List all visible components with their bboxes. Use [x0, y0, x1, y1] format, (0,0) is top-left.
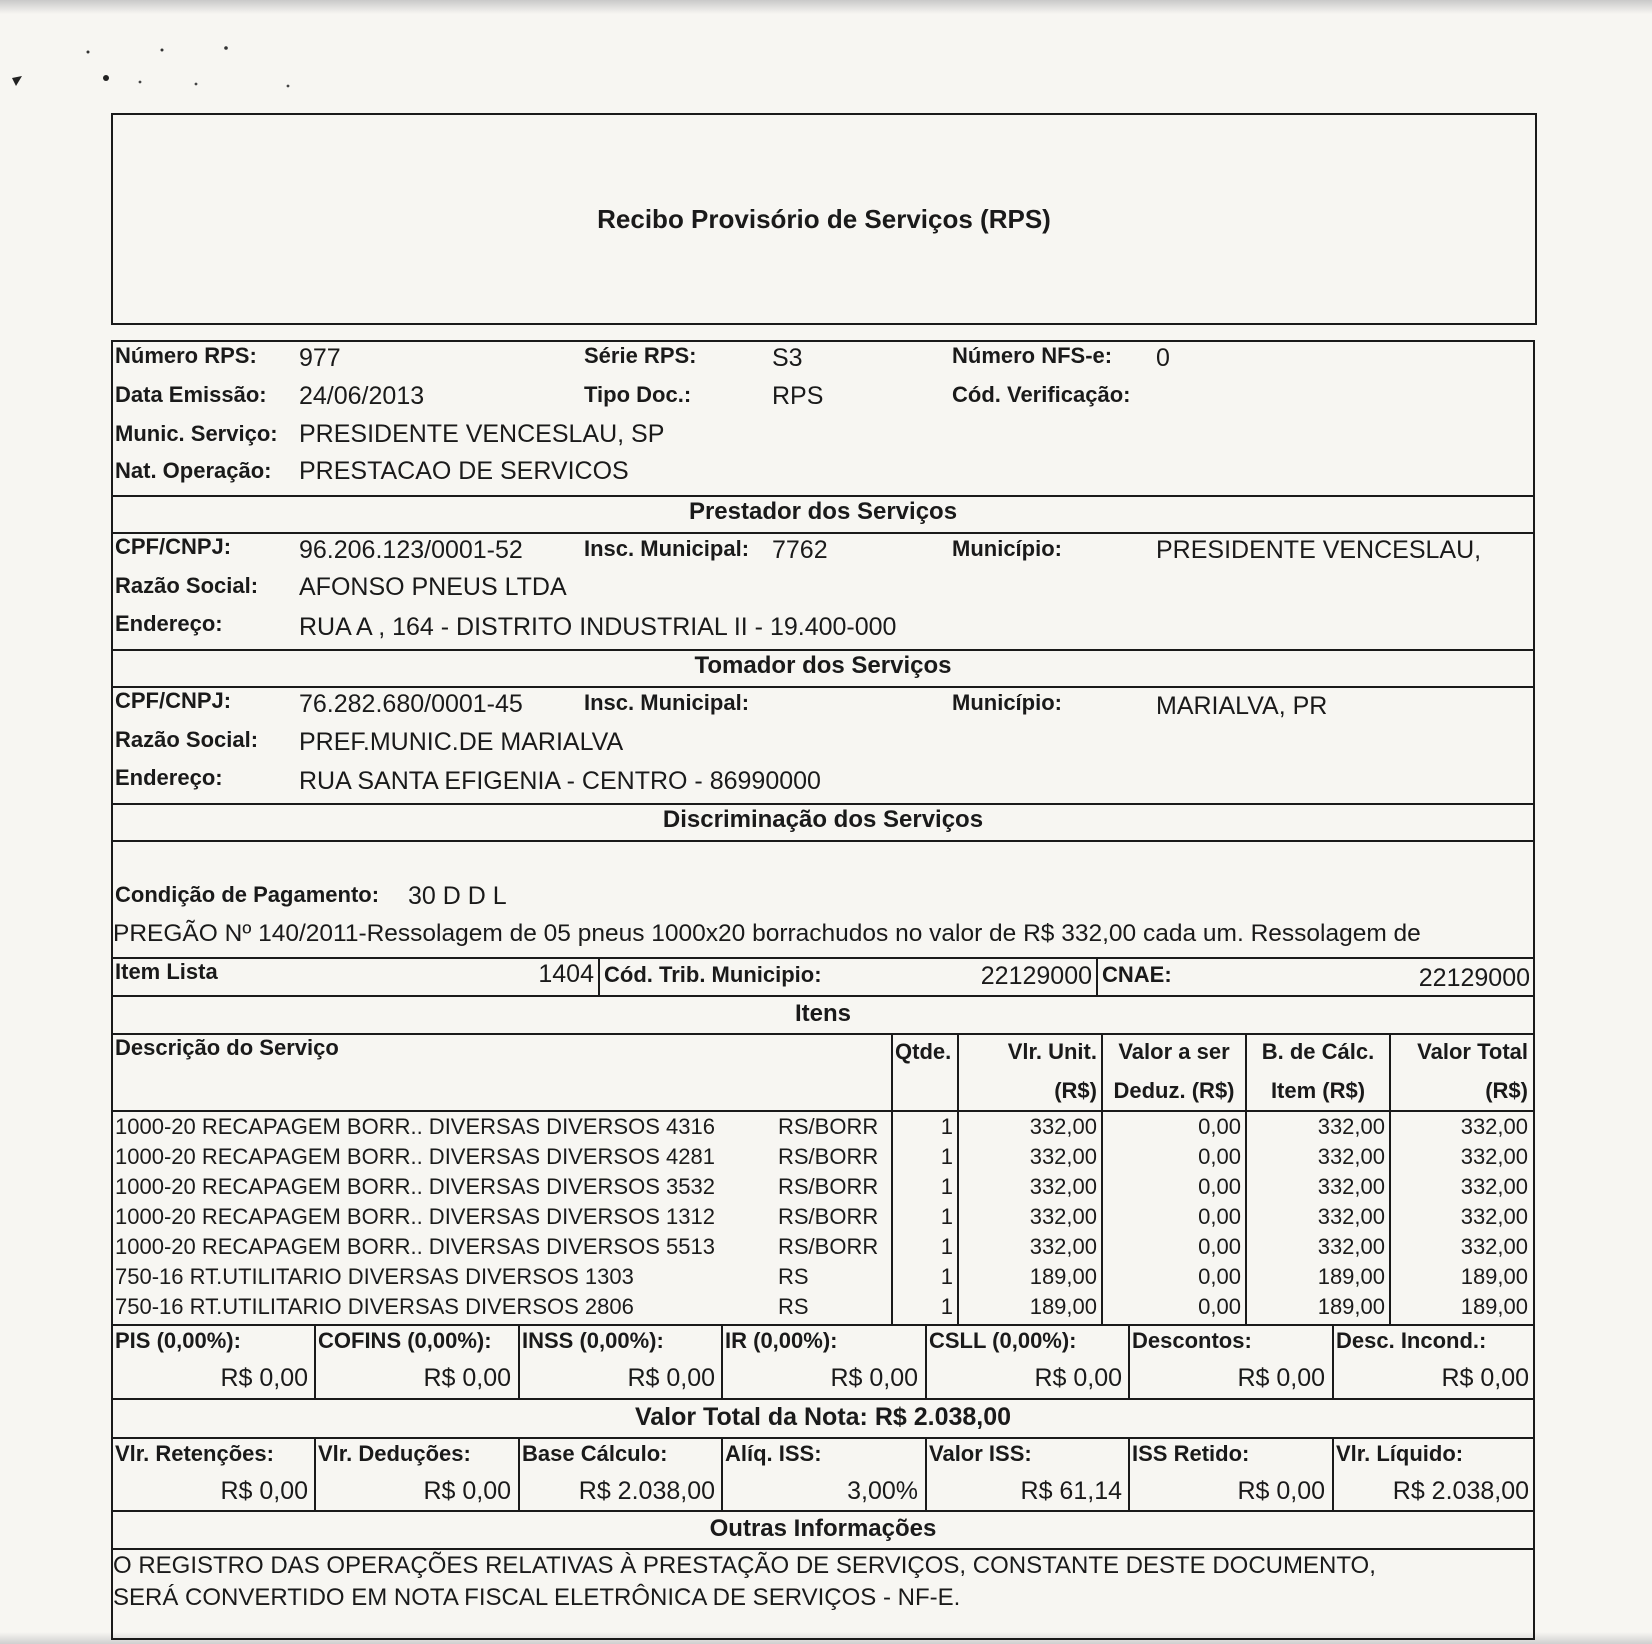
divider [111, 1110, 1535, 1112]
item-total: 332,00 [1460, 1114, 1528, 1139]
prestador-cpf-label: CPF/CNPJ: [115, 534, 232, 559]
divider [111, 840, 1535, 842]
prestador-municipio-value: PRESIDENTE VENCESLAU, [1156, 536, 1482, 564]
item-bcalc: 332,00 [1317, 1204, 1385, 1229]
col-divider [1332, 1324, 1334, 1398]
prestador-razao-label: Razão Social: [115, 573, 259, 598]
item-bcalc: 189,00 [1317, 1264, 1385, 1289]
item-bcalc: 189,00 [1317, 1294, 1385, 1319]
col-divider [1128, 1437, 1130, 1511]
item-total: 189,00 [1460, 1294, 1528, 1319]
item-description: 750-16 RT.UTILITARIO DIVERSAS DIVERSOS 1303 [115, 1264, 634, 1289]
numero-nfse-label: Número NFS-e: [952, 343, 1113, 368]
total-value: 3,00% [847, 1477, 918, 1505]
item-unit: RS/BORR [778, 1174, 879, 1199]
divider [111, 1324, 1535, 1326]
item-deduz: 0,00 [1198, 1294, 1241, 1319]
divider [111, 1510, 1535, 1512]
item-description: 1000-20 RECAPAGEM BORR.. DIVERSAS DIVERSOS 4281 [115, 1144, 715, 1169]
valor-total-nota: Valor Total da Nota: R$ 2.038,00 [634, 1403, 1012, 1431]
item-lista-value: 1404 [538, 960, 594, 988]
divider [1096, 957, 1098, 995]
item-vlr-unit: 332,00 [1029, 1144, 1097, 1169]
divider [111, 1437, 1535, 1439]
prestador-endereco-label: Endereço: [115, 611, 223, 636]
tax-value: R$ 0,00 [423, 1364, 511, 1392]
col-divider [721, 1437, 723, 1511]
col-divider [1101, 1033, 1103, 1324]
tax-label: IR (0,00%): [725, 1328, 838, 1353]
tax-value: R$ 0,00 [627, 1364, 715, 1392]
cond-pagamento-label: Condição de Pagamento: [115, 882, 380, 907]
item-bcalc: 332,00 [1317, 1114, 1385, 1139]
item-vlr-unit: 332,00 [1029, 1114, 1097, 1139]
tax-label: INSS (0,00%): [522, 1328, 664, 1353]
nat-operacao-value: PRESTACAO DE SERVICOS [299, 457, 629, 485]
tax-value: R$ 0,00 [220, 1364, 308, 1392]
tax-value: R$ 0,00 [1237, 1364, 1325, 1392]
tomador-heading: Tomador dos Serviços [694, 652, 952, 679]
total-value: R$ 2.038,00 [1392, 1477, 1529, 1505]
divider [111, 649, 1535, 651]
numero-rps-label: Número RPS: [115, 343, 257, 368]
total-value: R$ 0,00 [423, 1477, 511, 1505]
outras-heading: Outras Informações [709, 1515, 937, 1542]
tax-value: R$ 0,00 [1441, 1364, 1529, 1392]
item-total: 332,00 [1460, 1234, 1528, 1259]
total-label: Valor ISS: [929, 1441, 1032, 1466]
tipo-doc-label: Tipo Doc.: [584, 382, 692, 407]
item-bcalc: 332,00 [1317, 1174, 1385, 1199]
cod-trib-label: Cód. Trib. Municipio: [604, 962, 822, 987]
item-vlr-unit: 332,00 [1029, 1204, 1097, 1229]
item-description: 1000-20 RECAPAGEM BORR.. DIVERSAS DIVERSOS 5513 [115, 1234, 715, 1259]
item-qtde: 1 [940, 1294, 953, 1319]
item-qtde: 1 [940, 1144, 953, 1169]
col-header-deduz-unit: Deduz. (R$) [1113, 1078, 1235, 1103]
total-value: R$ 2.038,00 [578, 1477, 715, 1505]
col-header-qtde: Qtde. [895, 1039, 952, 1064]
col-header-vlr-unit-unit: (R$) [1054, 1078, 1097, 1103]
col-header-descricao: Descrição do Serviço [115, 1035, 339, 1060]
outras-line-2: SERÁ CONVERTIDO EM NOTA FISCAL ELETRÔNICA DE SERVIÇOS - NF-E. [113, 1584, 961, 1611]
tax-label: CSLL (0,00%): [929, 1328, 1077, 1353]
item-unit: RS/BORR [778, 1234, 879, 1259]
total-value: R$ 0,00 [1237, 1477, 1325, 1505]
item-vlr-unit: 332,00 [1029, 1234, 1097, 1259]
item-total: 189,00 [1460, 1264, 1528, 1289]
divider [111, 686, 1535, 688]
numero-nfse-value: 0 [1156, 344, 1170, 372]
col-divider [1332, 1437, 1334, 1511]
discriminacao-heading: Discriminação dos Serviços [662, 806, 984, 833]
tax-value: R$ 0,00 [830, 1364, 918, 1392]
tomador-razao-label: Razão Social: [115, 727, 259, 752]
item-description: 1000-20 RECAPAGEM BORR.. DIVERSAS DIVERSOS 4316 [115, 1114, 715, 1139]
item-vlr-unit: 189,00 [1029, 1264, 1097, 1289]
divider [111, 803, 1535, 805]
col-header-total-unit: (R$) [1485, 1078, 1528, 1103]
col-divider [925, 1437, 927, 1511]
tomador-endereco-value: RUA SANTA EFIGENIA - CENTRO - 86990000 [299, 767, 821, 795]
tomador-insc-label: Insc. Municipal: [584, 690, 750, 715]
divider [111, 995, 1535, 997]
col-header-bcalc: B. de Cálc. [1261, 1039, 1375, 1064]
serie-rps-label: Série RPS: [584, 343, 697, 368]
nat-operacao-label: Nat. Operação: [115, 458, 272, 483]
item-qtde: 1 [940, 1264, 953, 1289]
prestador-endereco-value: RUA A , 164 - DISTRITO INDUSTRIAL II - 19.400-000 [299, 613, 897, 641]
prestador-cpf-value: 96.206.123/0001-52 [299, 536, 523, 564]
serie-rps-value: S3 [772, 344, 803, 372]
divider [111, 495, 1535, 497]
item-unit: RS/BORR [778, 1144, 879, 1169]
total-label: Base Cálculo: [522, 1441, 668, 1466]
item-total: 332,00 [1460, 1174, 1528, 1199]
tomador-endereco-label: Endereço: [115, 765, 223, 790]
col-divider [1245, 1033, 1247, 1324]
col-header-bcalc-unit: Item (R$) [1270, 1078, 1366, 1103]
col-divider [721, 1324, 723, 1398]
tax-label: Descontos: [1132, 1328, 1252, 1353]
col-divider [891, 1033, 893, 1324]
data-emissao-value: 24/06/2013 [299, 382, 425, 410]
item-deduz: 0,00 [1198, 1264, 1241, 1289]
item-unit: RS/BORR [778, 1114, 879, 1139]
item-total: 332,00 [1460, 1204, 1528, 1229]
divider [111, 1548, 1535, 1550]
outras-line-1: O REGISTRO DAS OPERAÇÕES RELATIVAS À PRESTAÇÃO DE SERVIÇOS, CONSTANTE DESTE DOCUMENTO, [113, 1552, 1376, 1579]
item-description: 750-16 RT.UTILITARIO DIVERSAS DIVERSOS 2806 [115, 1294, 634, 1319]
prestador-heading: Prestador dos Serviços [688, 498, 958, 525]
col-divider [925, 1324, 927, 1398]
tax-label: Desc. Incond.: [1336, 1328, 1487, 1353]
divider [111, 957, 1535, 959]
tomador-razao-value: PREF.MUNIC.DE MARIALVA [299, 728, 624, 756]
item-deduz: 0,00 [1198, 1114, 1241, 1139]
item-description: 1000-20 RECAPAGEM BORR.. DIVERSAS DIVERSOS 1312 [115, 1204, 715, 1229]
itens-heading: Itens [794, 1000, 851, 1027]
prestador-razao-value: AFONSO PNEUS LTDA [299, 573, 567, 601]
col-header-deduz: Valor a ser [1118, 1039, 1230, 1064]
total-label: Vlr. Retenções: [115, 1441, 274, 1466]
cnae-value: 22129000 [1418, 964, 1530, 992]
item-unit: RS/BORR [778, 1204, 879, 1229]
total-label: Vlr. Líquido: [1336, 1441, 1464, 1466]
item-total: 332,00 [1460, 1144, 1528, 1169]
tax-label: PIS (0,00%): [115, 1328, 241, 1353]
col-divider [518, 1324, 520, 1398]
divider [111, 1398, 1535, 1400]
item-bcalc: 332,00 [1317, 1144, 1385, 1169]
scan-edge-top [0, 0, 1652, 14]
item-deduz: 0,00 [1198, 1174, 1241, 1199]
item-qtde: 1 [940, 1234, 953, 1259]
item-qtde: 1 [940, 1174, 953, 1199]
total-value: R$ 61,14 [1020, 1477, 1122, 1505]
col-divider [957, 1033, 959, 1324]
col-divider [314, 1437, 316, 1511]
col-divider [314, 1324, 316, 1398]
total-label: Vlr. Deduções: [318, 1441, 471, 1466]
tomador-cpf-value: 76.282.680/0001-45 [299, 690, 523, 718]
divider [111, 532, 1535, 534]
cod-verificacao-label: Cód. Verificação: [952, 382, 1131, 407]
document-title: Recibo Provisório de Serviços (RPS) [597, 204, 1051, 234]
item-deduz: 0,00 [1198, 1234, 1241, 1259]
numero-rps-value: 977 [299, 344, 341, 372]
tax-value: R$ 0,00 [1034, 1364, 1122, 1392]
item-lista-label: Item Lista [115, 959, 218, 984]
divider [598, 957, 600, 995]
tomador-municipio-value: MARIALVA, PR [1156, 692, 1328, 720]
col-divider [1128, 1324, 1130, 1398]
item-deduz: 0,00 [1198, 1204, 1241, 1229]
cod-trib-value: 22129000 [980, 962, 1092, 990]
scan-specks [0, 36, 320, 96]
item-unit: RS [778, 1294, 809, 1319]
prestador-insc-value: 7762 [772, 536, 828, 564]
tipo-doc-value: RPS [772, 382, 824, 410]
item-qtde: 1 [940, 1114, 953, 1139]
item-qtde: 1 [940, 1204, 953, 1229]
prestador-municipio-label: Município: [952, 536, 1062, 561]
item-deduz: 0,00 [1198, 1144, 1241, 1169]
tax-label: COFINS (0,00%): [318, 1328, 492, 1353]
tomador-municipio-label: Município: [952, 690, 1062, 715]
tomador-cpf-label: CPF/CNPJ: [115, 688, 232, 713]
col-header-vlr-unit: Vlr. Unit. [1007, 1039, 1097, 1064]
item-description: 1000-20 RECAPAGEM BORR.. DIVERSAS DIVERSOS 3532 [115, 1174, 715, 1199]
item-vlr-unit: 189,00 [1029, 1294, 1097, 1319]
total-label: ISS Retido: [1132, 1441, 1250, 1466]
col-header-total: Valor Total [1417, 1039, 1528, 1064]
item-vlr-unit: 332,00 [1029, 1174, 1097, 1199]
total-label: Alíq. ISS: [725, 1441, 822, 1466]
prestador-insc-label: Insc. Municipal: [584, 536, 750, 561]
cond-pagamento-value: 30 D D L [408, 882, 507, 910]
munic-servico-label: Munic. Serviço: [115, 421, 278, 446]
item-unit: RS [778, 1264, 809, 1289]
col-divider [1389, 1033, 1391, 1324]
total-value: R$ 0,00 [220, 1477, 308, 1505]
discriminacao-text: PREGÃO Nº 140/2011-Ressolagem de 05 pneus 1000x20 borrachudos no valor de R$ 332,00 cada um. Ressolagem de [113, 920, 1421, 947]
item-bcalc: 332,00 [1317, 1234, 1385, 1259]
col-divider [518, 1437, 520, 1511]
data-emissao-label: Data Emissão: [115, 382, 267, 407]
munic-servico-value: PRESIDENTE VENCESLAU, SP [299, 420, 665, 448]
cnae-label: CNAE: [1102, 962, 1172, 987]
